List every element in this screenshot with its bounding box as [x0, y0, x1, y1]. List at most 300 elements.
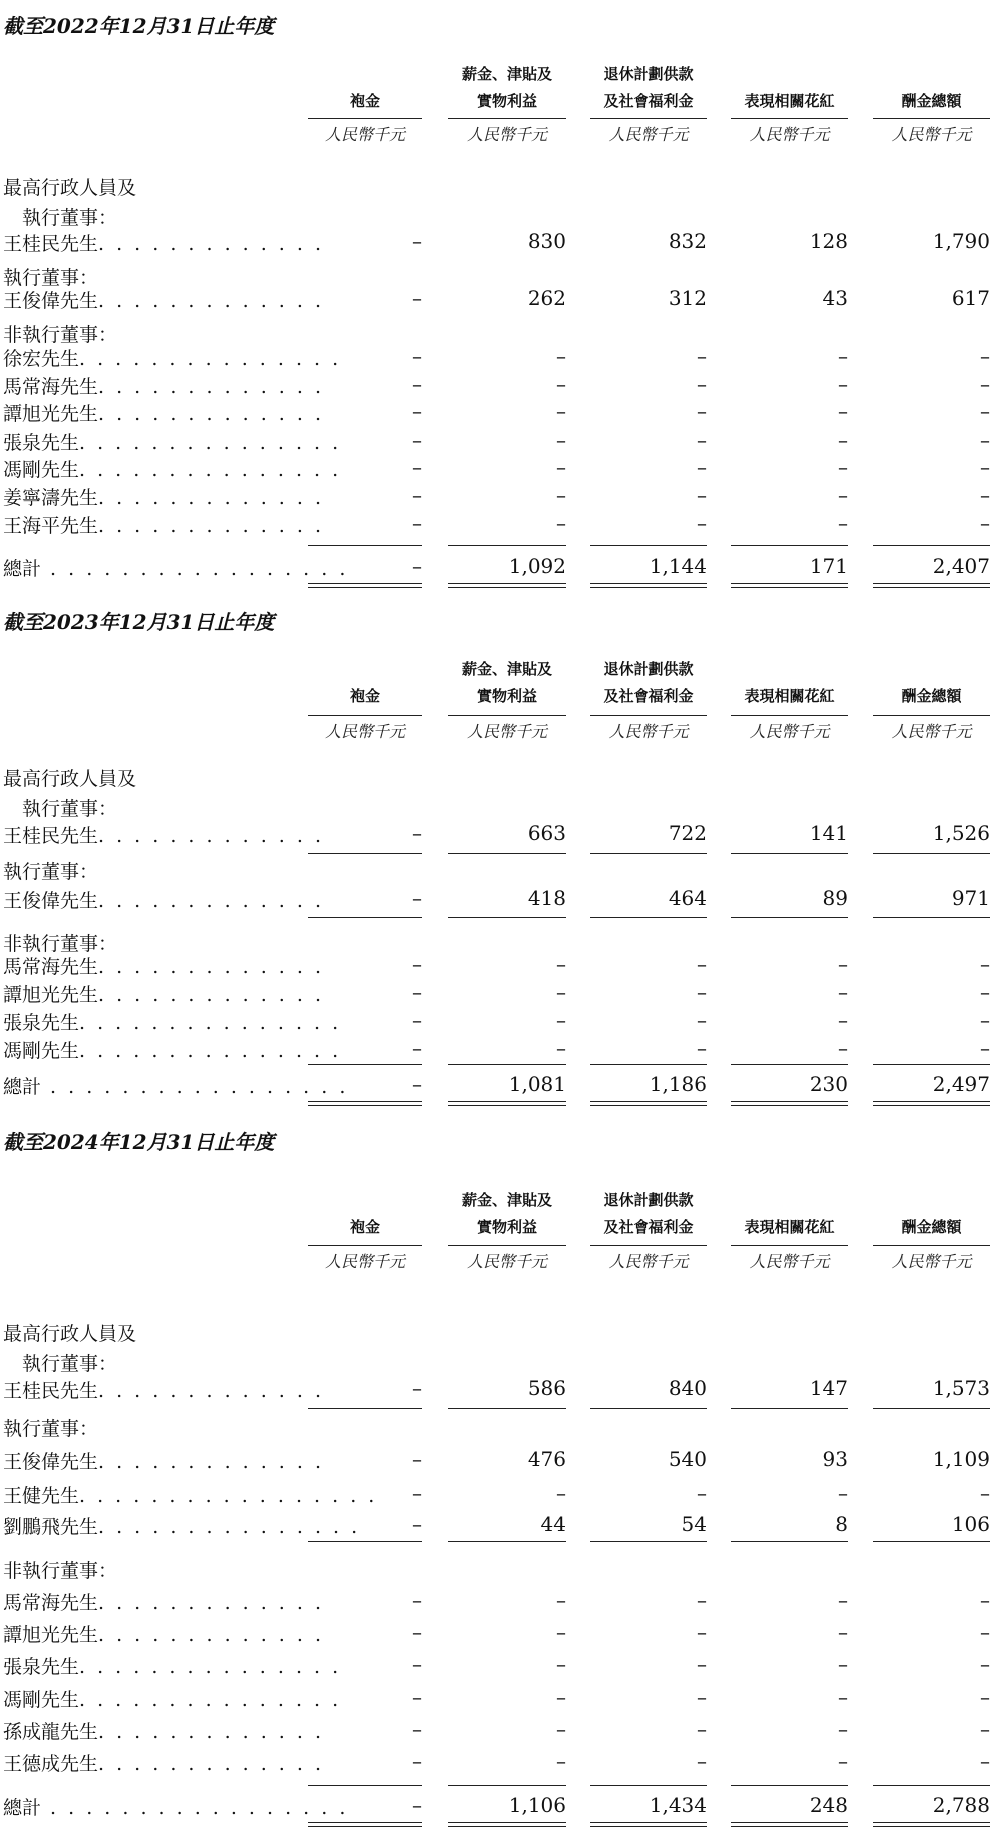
- row-name: 張泉先生: [3, 1656, 80, 1678]
- section-title: 截至2024年12月31日止年度: [3, 1130, 275, 1154]
- total-double-rule: [873, 1101, 990, 1102]
- header-rule: [590, 715, 707, 716]
- total-double-rule: [731, 1822, 848, 1823]
- unit-label: 人民幣千元: [324, 1252, 405, 1271]
- total-double-rule: [873, 1822, 990, 1823]
- value-cell: –: [412, 511, 422, 535]
- value-cell: 1,790: [932, 229, 990, 253]
- subtotal-rule: [308, 1541, 422, 1542]
- value-cell: –: [838, 1652, 848, 1676]
- header-rule: [873, 715, 990, 716]
- total-double-rule: [590, 583, 707, 584]
- value-cell: 1,109: [932, 1447, 990, 1471]
- column-header: 袍金: [349, 92, 380, 110]
- value-cell: –: [980, 511, 990, 535]
- column-header: 實物利益: [476, 1218, 537, 1236]
- value-cell: –: [556, 428, 566, 452]
- header-rule: [873, 118, 990, 119]
- value-cell: 476: [527, 1447, 566, 1471]
- subtotal-rule: [731, 853, 848, 854]
- value-cell: –: [556, 1008, 566, 1032]
- value-cell: –: [556, 980, 566, 1004]
- leader-dots: . . . . . . . . . . . . .: [98, 1624, 325, 1646]
- value-cell: –: [556, 1652, 566, 1676]
- total-double-rule: [590, 1826, 707, 1827]
- value-cell: –: [412, 372, 422, 396]
- column-header: 表現相關花紅: [744, 92, 835, 110]
- value-cell: –: [412, 1481, 422, 1505]
- row-name: 總計: [3, 1797, 42, 1819]
- value-cell: –: [412, 483, 422, 507]
- value-cell: –: [980, 1652, 990, 1676]
- value-cell: 830: [527, 229, 566, 253]
- value-cell: 1,526: [932, 821, 990, 845]
- header-rule: [308, 1245, 422, 1246]
- unit-label: 人民幣千元: [466, 722, 547, 741]
- total-double-rule: [873, 1826, 990, 1827]
- total-double-rule: [731, 583, 848, 584]
- value-cell: –: [556, 455, 566, 479]
- value-cell: –: [980, 1685, 990, 1709]
- value-cell: 722: [668, 821, 707, 845]
- row-name: 馮剛先生: [3, 1040, 80, 1062]
- column-header: 酬金總額: [901, 687, 962, 705]
- value-cell: –: [412, 1036, 422, 1060]
- leader-dots: . . . . . . . . . . . . .: [98, 1721, 325, 1743]
- unit-label: 人民幣千元: [749, 1252, 830, 1271]
- row-name: 總計: [3, 1076, 42, 1098]
- value-cell: –: [412, 821, 422, 845]
- leader-dots: . . . . . . . . . . . . .: [98, 890, 325, 912]
- group-label: 執行董事：: [3, 1418, 99, 1440]
- value-cell: –: [838, 1588, 848, 1612]
- value-cell: 89: [822, 886, 848, 910]
- total-double-rule: [731, 1105, 848, 1106]
- row-name: 王海平先生: [3, 515, 99, 537]
- value-cell: –: [838, 1036, 848, 1060]
- value-cell: 147: [809, 1376, 848, 1400]
- subtotal-rule: [873, 1785, 990, 1786]
- column-header: 薪金、津貼及: [461, 65, 552, 83]
- total-double-rule: [448, 587, 566, 588]
- value-cell: –: [412, 1749, 422, 1773]
- unit-label: 人民幣千元: [891, 125, 972, 144]
- group-label: 最高行政人員及: [3, 768, 137, 790]
- leader-dots: . . . . . . . . . . . . .: [98, 1451, 325, 1473]
- value-cell: 586: [527, 1376, 566, 1400]
- value-cell: –: [556, 1620, 566, 1644]
- total-double-rule: [731, 1826, 848, 1827]
- value-cell: –: [697, 428, 707, 452]
- value-cell: –: [980, 1481, 990, 1505]
- leader-dots: . . . . . . . . . . . . .: [98, 233, 325, 255]
- unit-label: 人民幣千元: [324, 722, 405, 741]
- value-cell: –: [556, 483, 566, 507]
- row-name: 王桂民先生: [3, 233, 99, 255]
- unit-label: 人民幣千元: [749, 722, 830, 741]
- subtotal-rule: [731, 1541, 848, 1542]
- value-cell: –: [697, 1717, 707, 1741]
- value-cell: 2,788: [932, 1793, 990, 1817]
- value-cell: 312: [668, 286, 707, 310]
- header-rule: [590, 1245, 707, 1246]
- column-header: 袍金: [349, 687, 380, 705]
- leader-dots: . . . . . . . . . . . . . . . . .: [41, 1076, 349, 1098]
- value-cell: 106: [951, 1512, 990, 1536]
- row-name: 張泉先生: [3, 432, 80, 454]
- subtotal-rule: [873, 853, 990, 854]
- value-cell: –: [412, 1376, 422, 1400]
- value-cell: –: [697, 372, 707, 396]
- value-cell: –: [697, 344, 707, 368]
- subtotal-rule: [731, 1785, 848, 1786]
- value-cell: –: [412, 554, 422, 578]
- total-double-rule: [873, 587, 990, 588]
- value-cell: –: [838, 428, 848, 452]
- value-cell: 832: [668, 229, 707, 253]
- value-cell: –: [412, 1008, 422, 1032]
- header-rule: [590, 118, 707, 119]
- subtotal-rule: [448, 1064, 566, 1065]
- value-cell: 418: [527, 886, 566, 910]
- value-cell: –: [838, 455, 848, 479]
- leader-dots: . . . . . . . . . . . . . . . . .: [79, 1485, 378, 1507]
- value-cell: –: [838, 372, 848, 396]
- column-header: 袍金: [349, 1218, 380, 1236]
- subtotal-rule: [448, 853, 566, 854]
- header-rule: [731, 118, 848, 119]
- value-cell: –: [980, 483, 990, 507]
- value-cell: 1,144: [649, 554, 707, 578]
- section-title: 截至2022年12月31日止年度: [3, 14, 275, 38]
- value-cell: –: [412, 286, 422, 310]
- value-cell: –: [412, 399, 422, 423]
- leader-dots: . . . . . . . . . . . . . . .: [98, 1516, 361, 1538]
- unit-label: 人民幣千元: [466, 1252, 547, 1271]
- header-rule: [308, 118, 422, 119]
- value-cell: 54: [681, 1512, 707, 1536]
- leader-dots: . . . . . . . . . . . . .: [98, 984, 325, 1006]
- value-cell: –: [556, 1036, 566, 1060]
- value-cell: –: [697, 399, 707, 423]
- header-rule: [448, 118, 566, 119]
- column-header: 酬金總額: [901, 92, 962, 110]
- group-label: 最高行政人員及: [3, 1323, 137, 1345]
- row-name: 譚旭光先生: [3, 1624, 99, 1646]
- subtotal-rule: [308, 1408, 422, 1409]
- column-header: 實物利益: [476, 687, 537, 705]
- leader-dots: . . . . . . . . . . . . . . .: [79, 1040, 342, 1062]
- row-name: 總計: [3, 558, 42, 580]
- value-cell: –: [556, 1481, 566, 1505]
- column-header: 薪金、津貼及: [461, 1191, 552, 1209]
- value-cell: 464: [668, 886, 707, 910]
- value-cell: –: [412, 428, 422, 452]
- unit-label: 人民幣千元: [608, 722, 689, 741]
- value-cell: –: [412, 1717, 422, 1741]
- group-label: 執行董事：: [3, 207, 118, 229]
- value-cell: –: [412, 952, 422, 976]
- subtotal-rule: [308, 1785, 422, 1786]
- value-cell: –: [838, 1717, 848, 1741]
- row-name: 張泉先生: [3, 1012, 80, 1034]
- value-cell: –: [838, 511, 848, 535]
- value-cell: –: [838, 952, 848, 976]
- row-name: 王俊偉先生: [3, 290, 99, 312]
- row-name: 王健先生: [3, 1485, 80, 1507]
- column-header: 及社會福利金: [603, 687, 694, 705]
- subtotal-rule: [731, 1064, 848, 1065]
- total-double-rule: [873, 583, 990, 584]
- value-cell: 1,186: [649, 1072, 707, 1096]
- value-cell: –: [556, 511, 566, 535]
- value-cell: –: [697, 1652, 707, 1676]
- value-cell: –: [838, 1749, 848, 1773]
- value-cell: –: [697, 1620, 707, 1644]
- subtotal-rule: [448, 917, 566, 918]
- subtotal-rule: [731, 917, 848, 918]
- value-cell: –: [980, 1588, 990, 1612]
- unit-label: 人民幣千元: [466, 125, 547, 144]
- value-cell: –: [412, 1652, 422, 1676]
- value-cell: –: [697, 1749, 707, 1773]
- leader-dots: . . . . . . . . . . . . .: [98, 290, 325, 312]
- value-cell: 840: [668, 1376, 707, 1400]
- total-double-rule: [448, 1105, 566, 1106]
- value-cell: –: [556, 1588, 566, 1612]
- group-label: 執行董事：: [3, 861, 99, 883]
- leader-dots: . . . . . . . . . . . . . . .: [79, 432, 342, 454]
- column-header: 退休計劃供款: [603, 1191, 694, 1209]
- column-header: 及社會福利金: [603, 1218, 694, 1236]
- row-name: 王俊偉先生: [3, 1451, 99, 1473]
- subtotal-rule: [448, 1408, 566, 1409]
- value-cell: –: [980, 1620, 990, 1644]
- group-label: 執行董事：: [3, 267, 99, 289]
- group-label: 執行董事：: [3, 1353, 118, 1375]
- total-double-rule: [448, 1822, 566, 1823]
- value-cell: 2,497: [932, 1072, 990, 1096]
- value-cell: –: [412, 1620, 422, 1644]
- value-cell: 663: [527, 821, 566, 845]
- row-name: 馬常海先生: [3, 956, 99, 978]
- value-cell: 8: [835, 1512, 848, 1536]
- value-cell: –: [556, 952, 566, 976]
- value-cell: –: [838, 1685, 848, 1709]
- unit-label: 人民幣千元: [891, 722, 972, 741]
- value-cell: 1,434: [649, 1793, 707, 1817]
- value-cell: 141: [809, 821, 848, 845]
- total-double-rule: [448, 1101, 566, 1102]
- column-header: 酬金總額: [901, 1218, 962, 1236]
- value-cell: –: [980, 952, 990, 976]
- leader-dots: . . . . . . . . . . . . .: [98, 1753, 325, 1775]
- row-name: 譚旭光先生: [3, 984, 99, 1006]
- row-name: 馬常海先生: [3, 376, 99, 398]
- row-name: 王俊偉先生: [3, 890, 99, 912]
- subtotal-rule: [731, 545, 848, 546]
- value-cell: –: [838, 1008, 848, 1032]
- value-cell: –: [697, 483, 707, 507]
- value-cell: –: [412, 1793, 422, 1817]
- column-header: 退休計劃供款: [603, 660, 694, 678]
- column-header: 及社會福利金: [603, 92, 694, 110]
- subtotal-rule: [590, 545, 707, 546]
- value-cell: 971: [951, 886, 990, 910]
- row-name: 王桂民先生: [3, 825, 99, 847]
- subtotal-rule: [590, 1541, 707, 1542]
- subtotal-rule: [590, 853, 707, 854]
- subtotal-rule: [308, 545, 422, 546]
- value-cell: –: [980, 1749, 990, 1773]
- leader-dots: . . . . . . . . . . . . .: [98, 825, 325, 847]
- value-cell: 171: [809, 554, 848, 578]
- subtotal-rule: [448, 1541, 566, 1542]
- leader-dots: . . . . . . . . . . . . . . .: [79, 1012, 342, 1034]
- subtotal-rule: [590, 1785, 707, 1786]
- value-cell: –: [412, 1512, 422, 1536]
- row-name: 馬常海先生: [3, 1592, 99, 1614]
- column-header: 薪金、津貼及: [461, 660, 552, 678]
- value-cell: –: [412, 1588, 422, 1612]
- value-cell: –: [556, 1749, 566, 1773]
- value-cell: –: [838, 980, 848, 1004]
- subtotal-rule: [590, 917, 707, 918]
- row-name: 馮剛先生: [3, 459, 80, 481]
- subtotal-rule: [308, 917, 422, 918]
- value-cell: –: [980, 428, 990, 452]
- total-double-rule: [308, 1105, 422, 1106]
- value-cell: –: [980, 455, 990, 479]
- value-cell: –: [556, 1717, 566, 1741]
- value-cell: –: [838, 1620, 848, 1644]
- value-cell: –: [697, 1588, 707, 1612]
- group-label: 執行董事：: [3, 798, 118, 820]
- total-double-rule: [731, 1101, 848, 1102]
- total-double-rule: [308, 1826, 422, 1827]
- value-cell: –: [980, 1717, 990, 1741]
- header-rule: [308, 715, 422, 716]
- total-double-rule: [590, 1101, 707, 1102]
- subtotal-rule: [873, 917, 990, 918]
- column-header: 退休計劃供款: [603, 65, 694, 83]
- value-cell: –: [556, 399, 566, 423]
- header-rule: [873, 1245, 990, 1246]
- total-double-rule: [308, 587, 422, 588]
- total-double-rule: [590, 587, 707, 588]
- total-double-rule: [590, 1822, 707, 1823]
- group-label: 最高行政人員及: [3, 177, 137, 199]
- unit-label: 人民幣千元: [324, 125, 405, 144]
- leader-dots: . . . . . . . . . . . . .: [98, 403, 325, 425]
- leader-dots: . . . . . . . . . . . . .: [98, 376, 325, 398]
- value-cell: 540: [668, 1447, 707, 1471]
- unit-label: 人民幣千元: [749, 125, 830, 144]
- value-cell: –: [556, 372, 566, 396]
- row-name: 孫成龍先生: [3, 1721, 99, 1743]
- unit-label: 人民幣千元: [608, 1252, 689, 1271]
- value-cell: 43: [822, 286, 848, 310]
- group-label: 非執行董事：: [3, 324, 118, 346]
- value-cell: –: [556, 344, 566, 368]
- value-cell: –: [412, 455, 422, 479]
- subtotal-rule: [590, 1064, 707, 1065]
- value-cell: 1,092: [508, 554, 566, 578]
- value-cell: –: [980, 399, 990, 423]
- total-double-rule: [308, 583, 422, 584]
- subtotal-rule: [731, 1408, 848, 1409]
- column-header: 實物利益: [476, 92, 537, 110]
- leader-dots: . . . . . . . . . . . . . . . . .: [41, 1797, 349, 1819]
- value-cell: 93: [822, 1447, 848, 1471]
- value-cell: –: [697, 1036, 707, 1060]
- row-name: 王桂民先生: [3, 1380, 99, 1402]
- value-cell: –: [412, 980, 422, 1004]
- total-double-rule: [590, 1105, 707, 1106]
- column-header: 表現相關花紅: [744, 1218, 835, 1236]
- value-cell: 128: [809, 229, 848, 253]
- value-cell: 2,407: [932, 554, 990, 578]
- row-name: 徐宏先生: [3, 348, 80, 370]
- group-label: 非執行董事：: [3, 933, 118, 955]
- value-cell: –: [980, 1036, 990, 1060]
- value-cell: –: [697, 1685, 707, 1709]
- subtotal-rule: [873, 1408, 990, 1409]
- unit-label: 人民幣千元: [608, 125, 689, 144]
- column-header: 表現相關花紅: [744, 687, 835, 705]
- total-double-rule: [731, 587, 848, 588]
- leader-dots: . . . . . . . . . . . . .: [98, 1380, 325, 1402]
- value-cell: –: [412, 344, 422, 368]
- value-cell: –: [838, 344, 848, 368]
- value-cell: –: [980, 372, 990, 396]
- value-cell: –: [980, 1008, 990, 1032]
- leader-dots: . . . . . . . . . . . . . . .: [79, 348, 342, 370]
- value-cell: –: [412, 886, 422, 910]
- value-cell: –: [838, 483, 848, 507]
- group-label: 非執行董事：: [3, 1560, 118, 1582]
- subtotal-rule: [590, 1408, 707, 1409]
- leader-dots: . . . . . . . . . . . . .: [98, 956, 325, 978]
- total-double-rule: [873, 1105, 990, 1106]
- value-cell: 1,106: [508, 1793, 566, 1817]
- value-cell: 262: [527, 286, 566, 310]
- subtotal-rule: [308, 853, 422, 854]
- value-cell: –: [412, 1447, 422, 1471]
- leader-dots: . . . . . . . . . . . . .: [98, 487, 325, 509]
- value-cell: –: [697, 1481, 707, 1505]
- leader-dots: . . . . . . . . . . . . . . . . .: [41, 558, 349, 580]
- header-rule: [731, 1245, 848, 1246]
- row-name: 譚旭光先生: [3, 403, 99, 425]
- value-cell: 617: [951, 286, 990, 310]
- header-rule: [448, 715, 566, 716]
- value-cell: –: [556, 1685, 566, 1709]
- value-cell: 1,081: [508, 1072, 566, 1096]
- value-cell: –: [412, 1072, 422, 1096]
- header-rule: [731, 715, 848, 716]
- value-cell: –: [697, 980, 707, 1004]
- value-cell: –: [697, 1008, 707, 1032]
- total-double-rule: [448, 583, 566, 584]
- unit-label: 人民幣千元: [891, 1252, 972, 1271]
- leader-dots: . . . . . . . . . . . . .: [98, 1592, 325, 1614]
- value-cell: 230: [809, 1072, 848, 1096]
- value-cell: 248: [809, 1793, 848, 1817]
- section-title: 截至2023年12月31日止年度: [3, 610, 275, 634]
- total-double-rule: [448, 1826, 566, 1827]
- value-cell: –: [697, 455, 707, 479]
